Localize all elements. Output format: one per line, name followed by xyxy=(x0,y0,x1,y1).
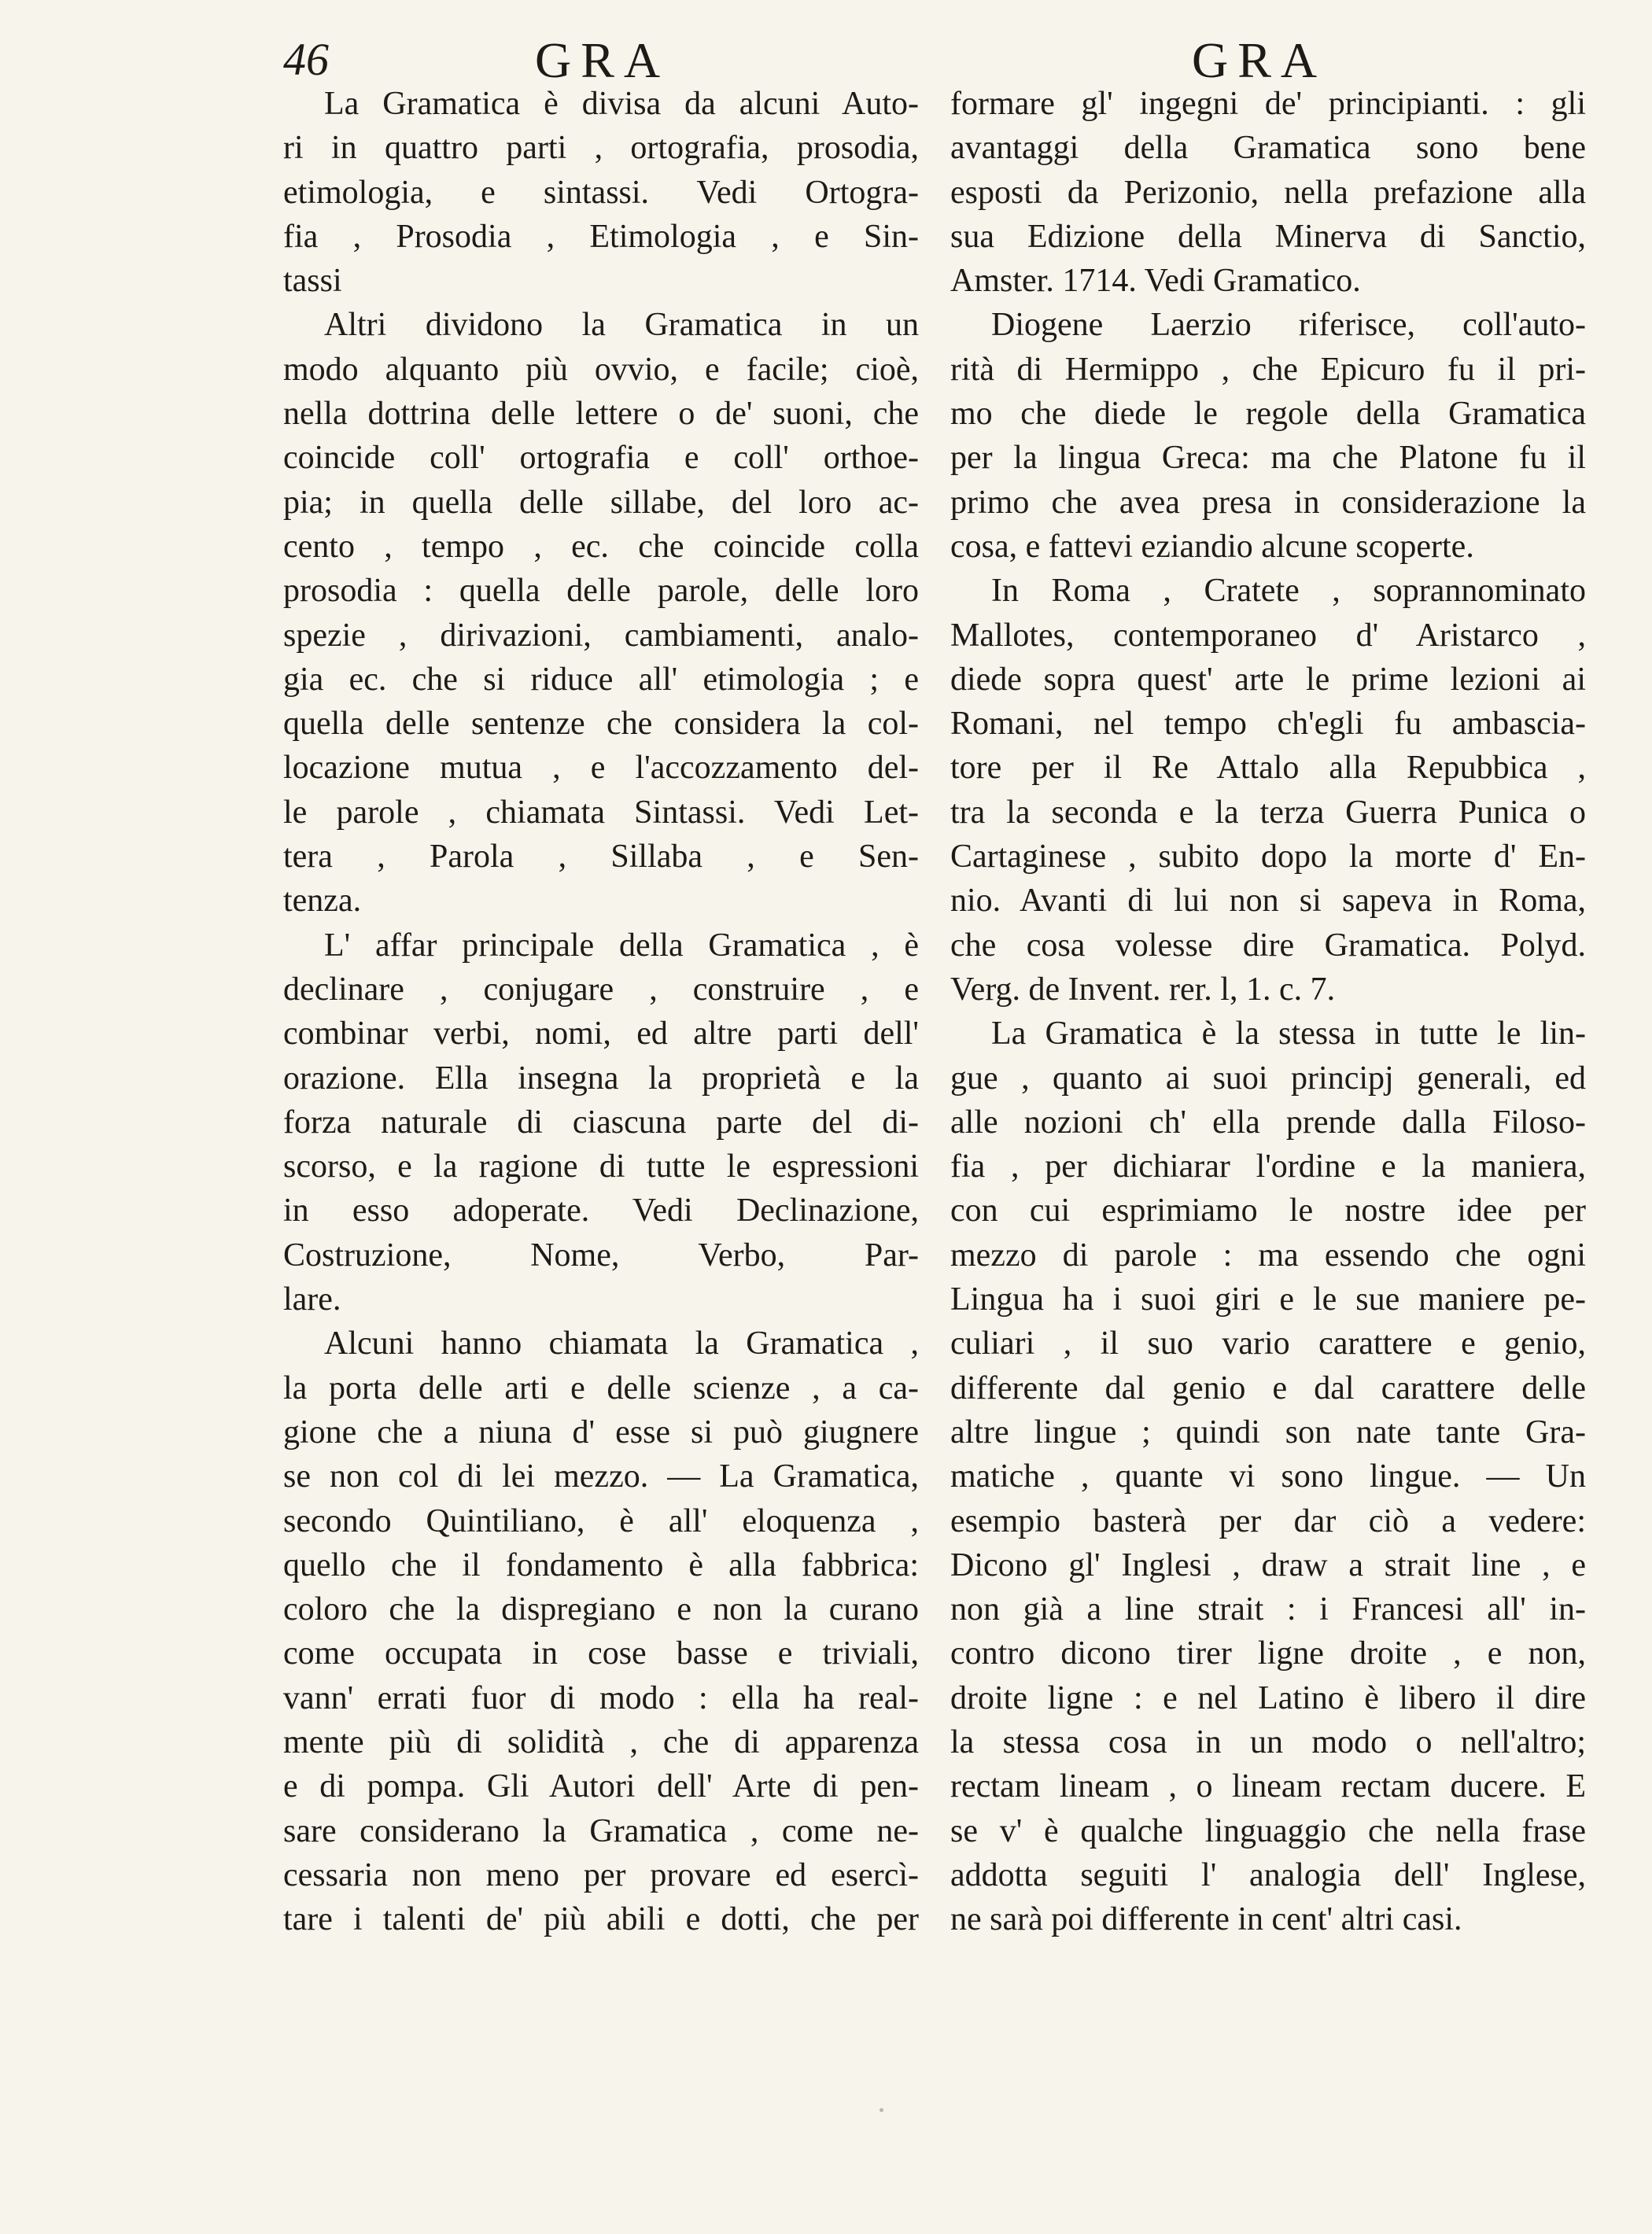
text-line: la stessa cosa in un modo o nell'altro; xyxy=(950,1723,1586,1760)
text-line: Costruzione, Nome, Verbo, Par- xyxy=(283,1237,919,1274)
text-line: fia , Prosodia , Etimologia , e Sin- xyxy=(283,218,919,255)
text-line: Mallotes, contemporaneo d' Aristarco , xyxy=(950,617,1586,654)
text-line: cento , tempo , ec. che coincide colla xyxy=(283,528,919,565)
text-line: Verg. de Invent. rer. l, 1. c. 7. xyxy=(950,971,1336,1008)
text-line: Altri dividono la Gramatica in un xyxy=(324,307,919,344)
text-line: differente dal genio e dal carattere delle xyxy=(950,1370,1586,1406)
text-line: nella dottrina delle lettere o de' suoni, che xyxy=(283,396,919,433)
text-line: declinare , conjugare , construire , e xyxy=(283,971,919,1008)
text-line: Diogene Laerzio riferisce, coll'auto- xyxy=(991,307,1586,344)
text-line: Cartaginese , subito dopo la morte d' En- xyxy=(950,839,1586,876)
text-line: in esso adoperate. Vedi Declinazione, xyxy=(283,1193,919,1229)
text-line: rità di Hermippo , che Epicuro fu il pri- xyxy=(950,351,1586,388)
text-line: cosa, e fattevi eziandio alcune scoperte. xyxy=(950,528,1474,565)
text-line: esempio basterà per dar ciò a vedere: xyxy=(950,1502,1586,1539)
text-line: gione che a niuna d' esse si può giugnere xyxy=(283,1414,919,1451)
text-line: mente più di solidità , che di apparenza xyxy=(283,1723,919,1760)
text-line: culiari , il suo vario carattere e genio, xyxy=(950,1325,1586,1362)
text-line: diede sopra quest' arte le prime lezioni ai xyxy=(950,661,1586,698)
text-line: modo alquanto più ovvio, e facile; cioè, xyxy=(283,351,919,388)
page-number: 46 xyxy=(283,34,329,85)
text-line: secondo Quintiliano, è all' eloquenza , xyxy=(283,1502,919,1539)
text-line: quello che il fondamento è alla fabbrica: xyxy=(283,1546,919,1583)
text-line: Amster. 1714. Vedi Gramatico. xyxy=(950,263,1361,300)
text-line: altre lingue ; quindi son nate tante Gra- xyxy=(950,1414,1586,1451)
text-line: spezie , dirivazioni, cambiamenti, analo- xyxy=(283,617,919,654)
text-line: sare considerano la Gramatica , come ne- xyxy=(283,1812,919,1849)
text-line: In Roma , Cratete , soprannominato xyxy=(991,573,1586,610)
text-line: non già a line strait : i Francesi all' in- xyxy=(950,1591,1586,1628)
text-line: alle nozioni ch' ella prende dalla Filoso- xyxy=(950,1104,1586,1141)
text-line: scorso, e la ragione di tutte le espressioni xyxy=(283,1148,919,1185)
text-line: tare i talenti de' più abili e dotti, che per xyxy=(283,1901,919,1938)
text-line: fia , per dichiarar l'ordine e la maniera, xyxy=(950,1148,1586,1185)
running-head-right: GRA xyxy=(1192,32,1327,88)
text-line: ne sarà poi differente in cent' altri casi. xyxy=(950,1901,1462,1938)
text-line: mo che diede le regole della Gramatica xyxy=(950,396,1586,433)
text-line: contro dicono tirer ligne droite , e non, xyxy=(950,1635,1586,1672)
text-line: se non col di lei mezzo. — La Gramatica, xyxy=(283,1458,919,1495)
text-line: coloro che la dispregiano e non la curano xyxy=(283,1591,919,1628)
text-line: coincide coll' ortografia e coll' orthoe- xyxy=(283,440,919,477)
text-line: Lingua ha i suoi giri e le sue maniere pe- xyxy=(950,1281,1586,1318)
text-line: tenza. xyxy=(283,883,362,920)
text-line: esposti da Perizonio, nella prefazione alla xyxy=(950,174,1586,211)
text-line: prosodia : quella delle parole, delle loro xyxy=(283,573,919,610)
text-line: gue , quanto ai suoi principj generali, ed xyxy=(950,1060,1586,1097)
text-line: pia; in quella delle sillabe, del loro ac- xyxy=(283,484,919,521)
text-line: ri in quattro parti , ortografia, prosodia, xyxy=(283,130,919,167)
text-line: se v' è qualche linguaggio che nella frase xyxy=(950,1812,1586,1849)
text-line: addotta seguiti l' analogia dell' Inglese, xyxy=(950,1856,1586,1893)
text-line: matiche , quante vi sono lingue. — Un xyxy=(950,1458,1586,1495)
text-line: locazione mutua , e l'accozzamento del- xyxy=(283,750,919,787)
text-line: Dicono gl' Inglesi , draw a strait line , e xyxy=(950,1546,1586,1583)
text-line: etimologia, e sintassi. Vedi Ortogra- xyxy=(283,174,919,211)
text-line: tra la seconda e la terza Guerra Punica o xyxy=(950,794,1586,831)
text-line: primo che avea presa in considerazione la xyxy=(950,484,1586,521)
text-line: droite ligne : e nel Latino è libero il dire xyxy=(950,1679,1586,1716)
text-line: orazione. Ella insegna la proprietà e la xyxy=(283,1060,919,1097)
text-line: vann' errati fuor di modo : ella ha real- xyxy=(283,1679,919,1716)
text-line: e di pompa. Gli Autori dell' Arte di pen- xyxy=(283,1768,919,1805)
text-line: lare. xyxy=(283,1281,341,1318)
text-line: La Gramatica è la stessa in tutte le lin- xyxy=(991,1016,1586,1052)
text-line: avantaggi della Gramatica sono bene xyxy=(950,130,1586,167)
text-line: per la lingua Greca: ma che Platone fu il xyxy=(950,440,1586,477)
text-line: con cui esprimiamo le nostre idee per xyxy=(950,1193,1586,1229)
text-line: che cosa volesse dire Gramatica. Polyd. xyxy=(950,927,1586,964)
text-line: L' affar principale della Gramatica , è xyxy=(324,927,919,964)
text-line: rectam lineam , o lineam rectam ducere. E xyxy=(950,1768,1586,1805)
text-line: forza naturale di ciascuna parte del di- xyxy=(283,1104,919,1141)
text-line: La Gramatica è divisa da alcuni Auto- xyxy=(324,86,919,122)
running-head-left: GRA xyxy=(535,32,670,88)
text-line: formare gl' ingegni de' principianti. : gli xyxy=(950,86,1586,122)
text-line: gia ec. che si riduce all' etimologia ; e xyxy=(283,661,919,698)
text-line: cessaria non meno per provare ed esercì- xyxy=(283,1856,919,1893)
text-column-right xyxy=(950,82,1586,1941)
text-line: tore per il Re Attalo alla Repubbica , xyxy=(950,750,1586,787)
text-line: tassi xyxy=(283,263,342,300)
text-line: le parole , chiamata Sintassi. Vedi Let- xyxy=(283,794,919,831)
text-line: quella delle sentenze che considera la col- xyxy=(283,706,919,743)
text-line: Romani, nel tempo ch'egli fu ambascia- xyxy=(950,706,1586,743)
text-line: sua Edizione della Minerva di Sanctio, xyxy=(950,218,1586,255)
text-line: Alcuni hanno chiamata la Gramatica , xyxy=(324,1325,919,1362)
text-line: nio. Avanti di lui non si sapeva in Roma, xyxy=(950,883,1586,920)
text-line: combinar verbi, nomi, ed altre parti dell' xyxy=(283,1016,919,1052)
text-column-left xyxy=(283,82,919,1941)
text-line: la porta delle arti e delle scienze , a ca- xyxy=(283,1370,919,1406)
text-line: tera , Parola , Sillaba , e Sen- xyxy=(283,839,919,876)
text-line: come occupata in cose basse e triviali, xyxy=(283,1635,919,1672)
page-mark xyxy=(879,2108,883,2112)
text-line: mezzo di parole : ma essendo che ogni xyxy=(950,1237,1586,1274)
